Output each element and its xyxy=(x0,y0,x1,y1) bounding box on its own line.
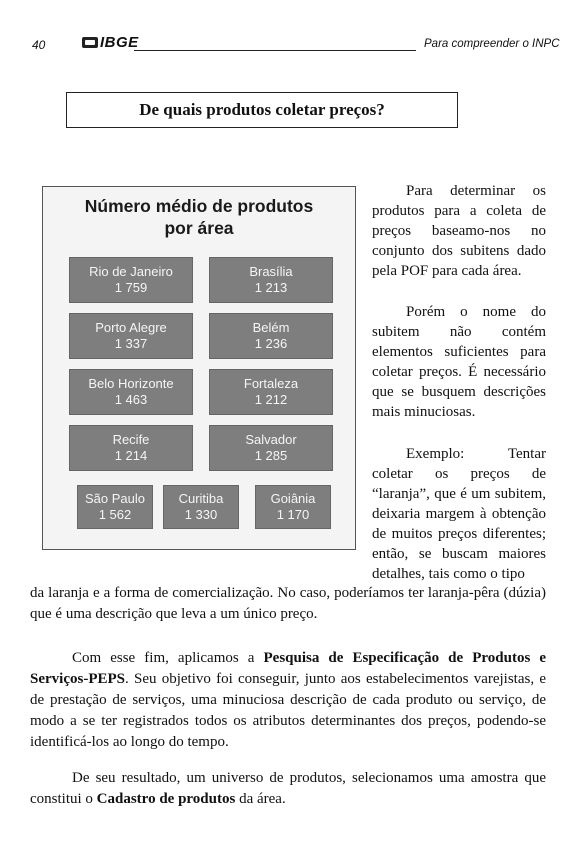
paragraph-cadastro xyxy=(30,768,546,810)
text-run: da área. xyxy=(235,791,286,807)
area-cell-goiania xyxy=(255,485,331,529)
text-run: . Seu objetivo foi conseguir, junto aos estabelecimentos varejistas, e de prestação de serviços, uma minuciosa descrição de cada produto ou serviço, de modo a se ter registrados todos os atributos determinantes dos preços, podendo-se identificá-los ao longo do tempo. xyxy=(30,671,546,750)
question-box xyxy=(66,92,458,128)
area-name: Brasília xyxy=(249,264,293,279)
area-cell-belo-horizonte xyxy=(69,369,193,415)
paragraph-text: da laranja e a forma de comercialização. No caso, poderíamos ter laranja-pêra (dúzia) que é uma descrição que leva a um único preço. xyxy=(30,585,546,622)
products-by-area-panel xyxy=(42,186,356,550)
ibge-logo-icon xyxy=(82,37,98,48)
area-name: Salvador xyxy=(245,432,297,447)
side-paragraph-2 xyxy=(372,302,546,422)
area-cell-fortaleza xyxy=(209,369,333,415)
area-cell-porto-alegre xyxy=(69,313,193,359)
area-value: 1 562 xyxy=(98,507,132,522)
peps-term: Pesquisa de Especificação de Produtos e Serviços-PEPS xyxy=(30,650,546,687)
area-cell-belem xyxy=(209,313,333,359)
text-run: De seu resultado, um universo de produtos, selecionamos uma amostra que constitui o xyxy=(30,770,546,807)
area-name: Belo Horizonte xyxy=(88,376,174,391)
area-cell-brasilia xyxy=(209,257,333,303)
side-paragraph-3 xyxy=(372,444,546,584)
page-number: 40 xyxy=(32,38,46,52)
area-name: Belém xyxy=(252,320,290,335)
area-cell-salvador xyxy=(209,425,333,471)
paragraph-3-continued xyxy=(30,583,546,625)
area-cell-sao-paulo xyxy=(77,485,153,529)
area-value: 1 759 xyxy=(114,280,148,295)
area-value: 1 236 xyxy=(254,336,288,351)
ibge-logo-text: IBGE xyxy=(100,34,139,51)
header-rule xyxy=(134,50,416,51)
area-value: 1 463 xyxy=(114,392,148,407)
area-value: 1 214 xyxy=(114,448,148,463)
side-paragraph-1 xyxy=(372,181,546,281)
paragraph-peps xyxy=(30,648,546,753)
running-title: Para compreender o INPC xyxy=(424,38,560,50)
area-name: São Paulo xyxy=(85,491,145,506)
paragraph-text xyxy=(30,648,546,753)
panel-title-line-1: Número médio de produtos xyxy=(84,196,314,216)
area-name: Goiânia xyxy=(270,491,316,506)
paragraph-text xyxy=(30,768,546,810)
cadastro-term: Cadastro de produtos xyxy=(96,791,236,807)
area-value: 1 170 xyxy=(276,507,310,522)
area-value: 1 212 xyxy=(254,392,288,407)
area-name: Recife xyxy=(112,432,150,447)
area-value: 1 337 xyxy=(114,336,148,351)
area-cell-curitiba xyxy=(163,485,239,529)
area-name: Fortaleza xyxy=(243,376,299,391)
area-name: Curitiba xyxy=(178,491,224,506)
area-value: 1 330 xyxy=(184,507,218,522)
paragraph-text: Exemplo: Tentar coletar os preços de “laranja”, que é um subitem, deixaria margem à obtenção de muitos preços diferentes; então, se buscam maiores detalhes, tais como o tipo xyxy=(372,446,546,582)
paragraph-text: Para determinar os produtos para a coleta de preços baseamo-nos no conjunto dos subitens dado pela POF para cada área. xyxy=(372,183,546,279)
area-value: 1 285 xyxy=(254,448,288,463)
area-name: Rio de Janeiro xyxy=(89,264,173,279)
question-heading: De quais produtos coletar preços? xyxy=(139,100,385,119)
area-name: Porto Alegre xyxy=(95,320,167,335)
area-value: 1 213 xyxy=(254,280,288,295)
area-cell-recife xyxy=(69,425,193,471)
ibge-logo xyxy=(82,34,139,51)
panel-title xyxy=(43,195,355,239)
text-run: Com esse fim, aplicamos a xyxy=(72,650,264,666)
paragraph-text: Porém o nome do subitem não contém elementos suficientes para coletar preços. É necessário que se busquem descrições mais minuciosas. xyxy=(372,304,546,420)
area-cell-rio-de-janeiro xyxy=(69,257,193,303)
panel-title-line-2: por área xyxy=(164,218,234,238)
